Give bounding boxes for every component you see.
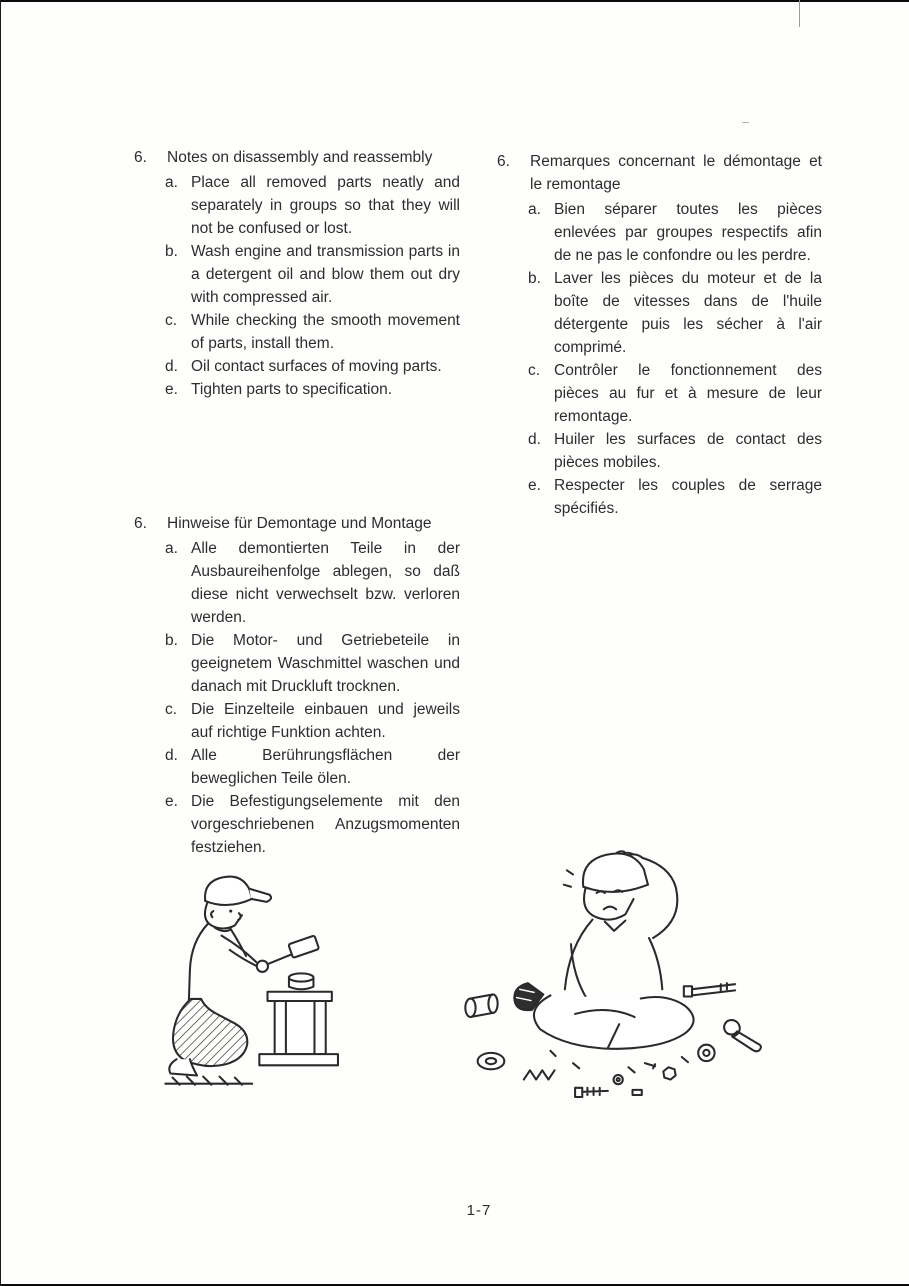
item-letter: c. (165, 312, 178, 329)
list-item (134, 698, 460, 744)
item-text: Die Befestigungselemente mit den vorgeschriebenen Anzugsmomenten festziehen. (191, 793, 460, 856)
list-item (134, 537, 460, 629)
item-text: Bien séparer toutes les pièces enlevées par groupes respectifs afin de ne pas le confondre ou les perdre. (554, 201, 822, 264)
item-letter: e. (165, 793, 178, 810)
section-notes-german (134, 512, 460, 859)
item-text: Place all removed parts neatly and separately in groups so that they will not be confused or lost. (191, 174, 460, 237)
section-notes-french (497, 150, 822, 520)
item-text: Respecter les couples de serrage spécifiés. (554, 477, 822, 517)
item-text: Huiler les surfaces de contact des pièces mobiles. (554, 431, 822, 471)
list-item (497, 428, 822, 474)
section-number: 6. (134, 149, 147, 166)
item-text: Alle demontierten Teile in der Ausbaureihenfolge ablegen, so daß diese nicht verwechselt bzw. verloren werden. (191, 540, 460, 626)
section-heading (134, 512, 460, 535)
page-number: 1-7 (466, 1202, 492, 1219)
item-letter: e. (165, 381, 178, 398)
item-letter: b. (528, 270, 541, 287)
section-heading (497, 150, 822, 196)
list-item (497, 359, 822, 428)
illustration-mechanic-working (160, 858, 375, 1098)
item-letter: c. (528, 362, 541, 379)
list-item (134, 309, 460, 355)
item-text: Die Einzelteile einbauen und jeweils auf richtige Funktion achten. (191, 701, 460, 741)
item-text: Wash engine and transmission parts in a detergent oil and blow them out dry with compressed air. (191, 243, 460, 306)
list-item (134, 629, 460, 698)
list-item (134, 171, 460, 240)
list-item (134, 790, 460, 859)
item-text: Tighten parts to specification. (191, 381, 393, 398)
item-letter: d. (528, 431, 541, 448)
item-letter: c. (165, 701, 178, 718)
item-text: Alle Berührungsflächen der beweglichen Teile ölen. (191, 747, 460, 787)
list-item (134, 744, 460, 790)
item-letter: a. (165, 540, 178, 557)
list-item (497, 267, 822, 359)
scan-edge-left (0, 0, 1, 1286)
item-text: Oil contact surfaces of moving parts. (191, 358, 442, 375)
section-title: Notes on disassembly and reassembly (167, 149, 433, 166)
section-number: 6. (497, 153, 510, 170)
list-item (497, 198, 822, 267)
section-items (134, 171, 460, 401)
section-items (497, 198, 822, 520)
scan-artifact-speck (742, 122, 749, 123)
section-title: Remarques concernant le démontage et le remontage (530, 153, 822, 193)
section-title: Hinweise für Demontage und Montage (167, 515, 432, 532)
item-letter: a. (528, 201, 541, 218)
item-letter: e. (528, 477, 541, 494)
list-item (134, 378, 460, 401)
list-item (134, 240, 460, 309)
list-item (134, 355, 460, 378)
list-item (497, 474, 822, 520)
section-heading (134, 146, 460, 169)
item-letter: d. (165, 358, 178, 375)
section-items (134, 537, 460, 859)
scan-edge-top (0, 0, 909, 2)
item-text: Laver les pièces du moteur et de la boîte de vitesses dans de l'huile détergente puis les sécher à l'air comprimé. (554, 270, 822, 356)
item-text: Contrôler le fonctionnement des pièces au fur et à mesure de leur remontage. (554, 362, 822, 425)
item-letter: a. (165, 174, 178, 191)
item-letter: b. (165, 243, 178, 260)
section-number: 6. (134, 515, 147, 532)
item-text: While checking the smooth movement of parts, install them. (191, 312, 460, 352)
item-letter: d. (165, 747, 178, 764)
illustration-confused-mechanic (452, 833, 770, 1121)
item-letter: b. (165, 632, 178, 649)
scan-artifact-tick (799, 0, 800, 27)
item-text: Die Motor- und Getriebeteile in geeignetem Waschmittel waschen und danach mit Druckluft trocknen. (191, 632, 460, 695)
section-notes-english (134, 146, 460, 401)
